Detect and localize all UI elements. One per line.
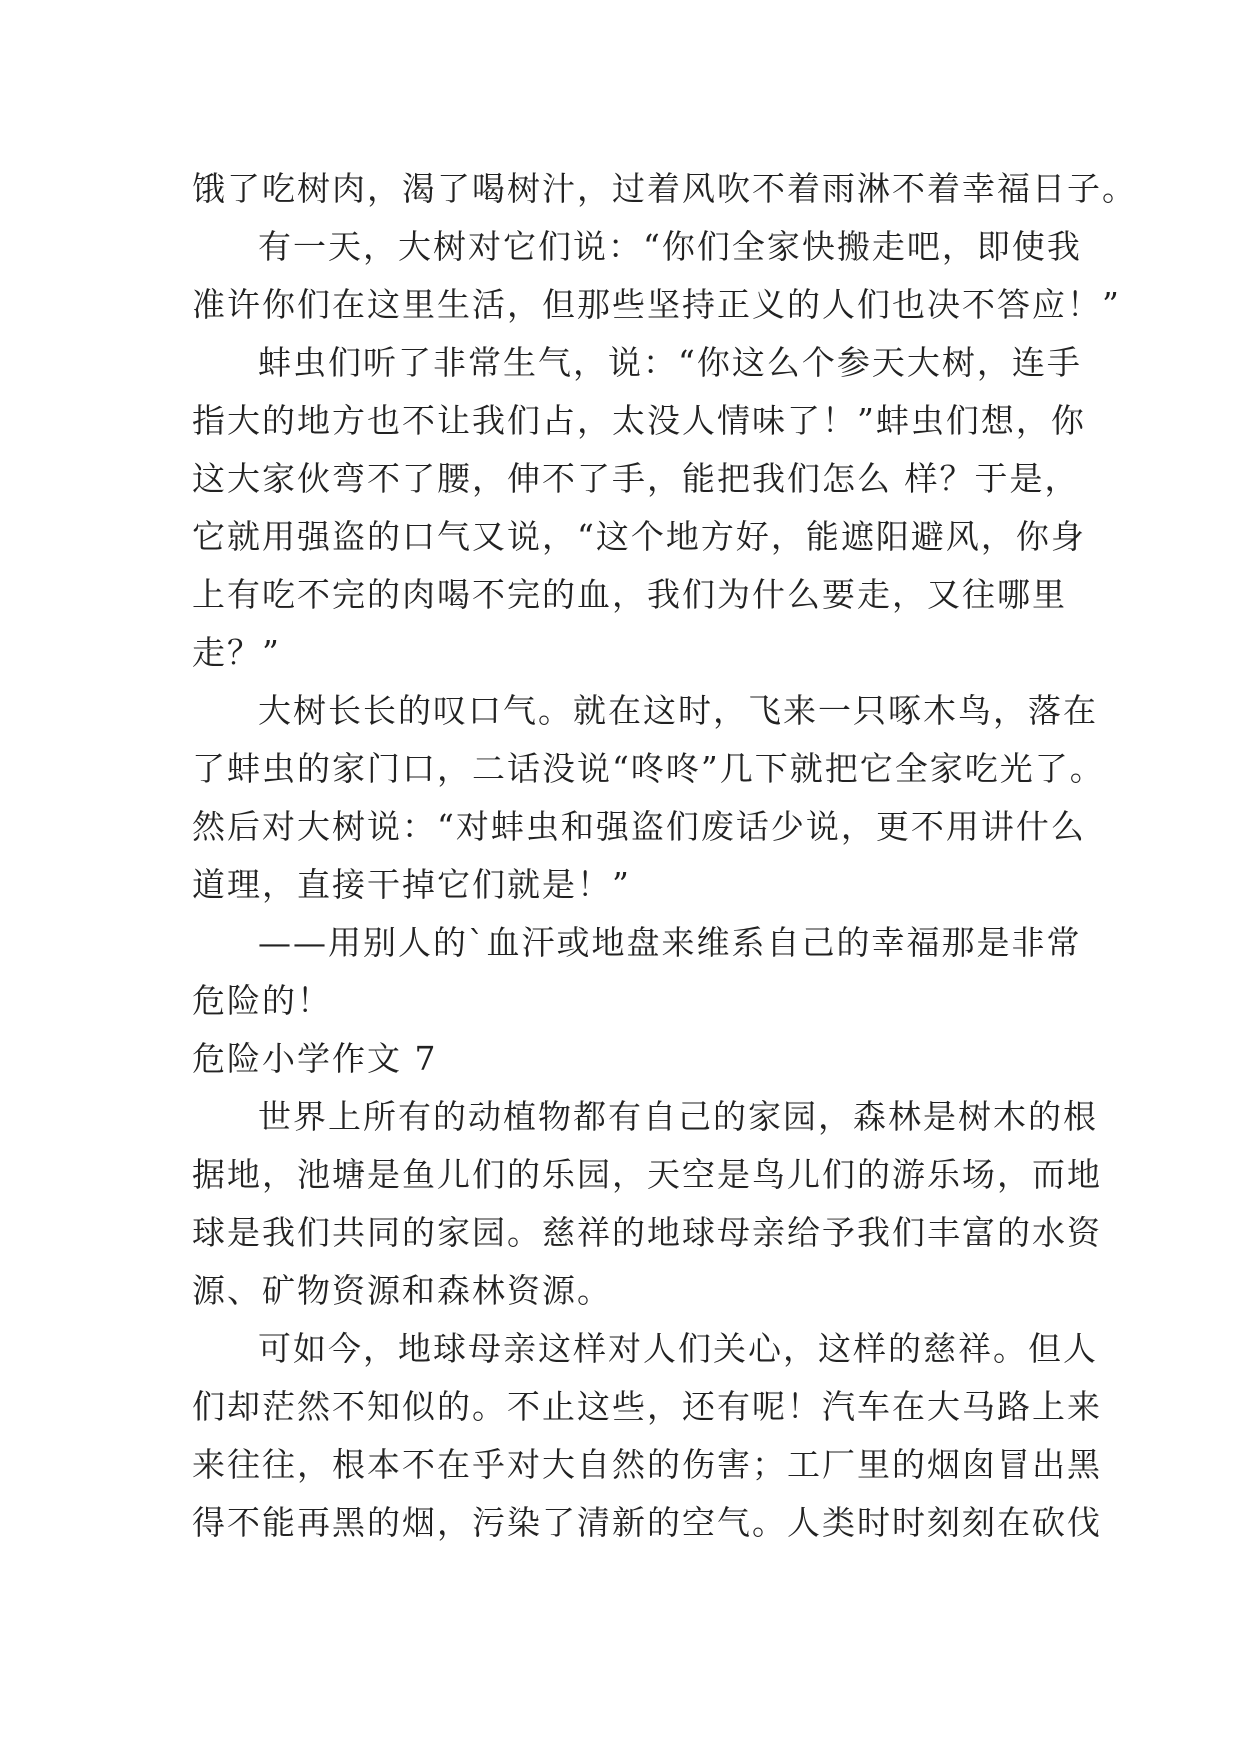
text-line: 然后对大树说：“对蚌虫和强盗们废话少说，更不用讲什么 <box>192 807 1086 846</box>
text-line: 上有吃不完的肉喝不完的血，我们为什么要走，又往哪里 <box>192 575 1067 614</box>
text-line: ——用别人的`血汗或地盘来维系自己的幸福那是非常 <box>258 923 1082 962</box>
text-line: 它就用强盗的口气又说，“这个地方好，能遮阳避风，你身 <box>192 517 1086 556</box>
text-line: 世界上所有的动植物都有自己的家园，森林是树木的根 <box>258 1097 1098 1136</box>
essay-text <box>192 160 1137 1552</box>
text-line: 指大的地方也不让我们占，太没人情味了！”蚌虫们想，你 <box>192 401 1086 440</box>
text-line: 大树长长的叹口气。就在这时，飞来一只啄木鸟，落在 <box>258 691 1098 730</box>
text-line: 源、矿物资源和森林资源。 <box>192 1271 612 1310</box>
text-line: 了蚌虫的家门口，二话没说“咚咚”几下就把它全家吃光了。 <box>192 749 1105 788</box>
text-line: 准许你们在这里生活，但那些坚持正义的人们也决不答应！” <box>192 285 1121 324</box>
text-line: 有一天，大树对它们说：“你们全家快搬走吧，即使我 <box>258 227 1082 266</box>
text-line: 饿了吃树肉，渴了喝树汁，过着风吹不着雨淋不着幸福日子。 <box>192 169 1137 208</box>
text-line: 道理，直接干掉它们就是！” <box>192 865 631 904</box>
text-line: 来往往，根本不在乎对大自然的伤害；工厂里的烟囱冒出黑 <box>192 1445 1102 1484</box>
text-line: 蚌虫们听了非常生气，说：“你这么个参天大树，连手 <box>258 343 1082 382</box>
text-line: 这大家伙弯不了腰，伸不了手，能把我们怎么 样？于是， <box>192 459 1080 498</box>
text-line: 危险的！ <box>192 981 332 1020</box>
text-line: 可如今，地球母亲这样对人们关心，这样的慈祥。但人 <box>258 1329 1098 1368</box>
text-line: 走？” <box>192 633 281 672</box>
text-line: 球是我们共同的家园。慈祥的地球母亲给予我们丰富的水资 <box>192 1213 1102 1252</box>
text-line: 据地，池塘是鱼儿们的乐园，天空是鸟儿们的游乐场，而地 <box>192 1155 1102 1194</box>
text-line: 危险小学作文 7 <box>192 1039 438 1078</box>
text-line: 们却茫然不知似的。不止这些，还有呢！汽车在大马路上来 <box>192 1387 1102 1426</box>
text-line: 得不能再黑的烟，污染了清新的空气。人类时时刻刻在砍伐 <box>192 1503 1102 1542</box>
